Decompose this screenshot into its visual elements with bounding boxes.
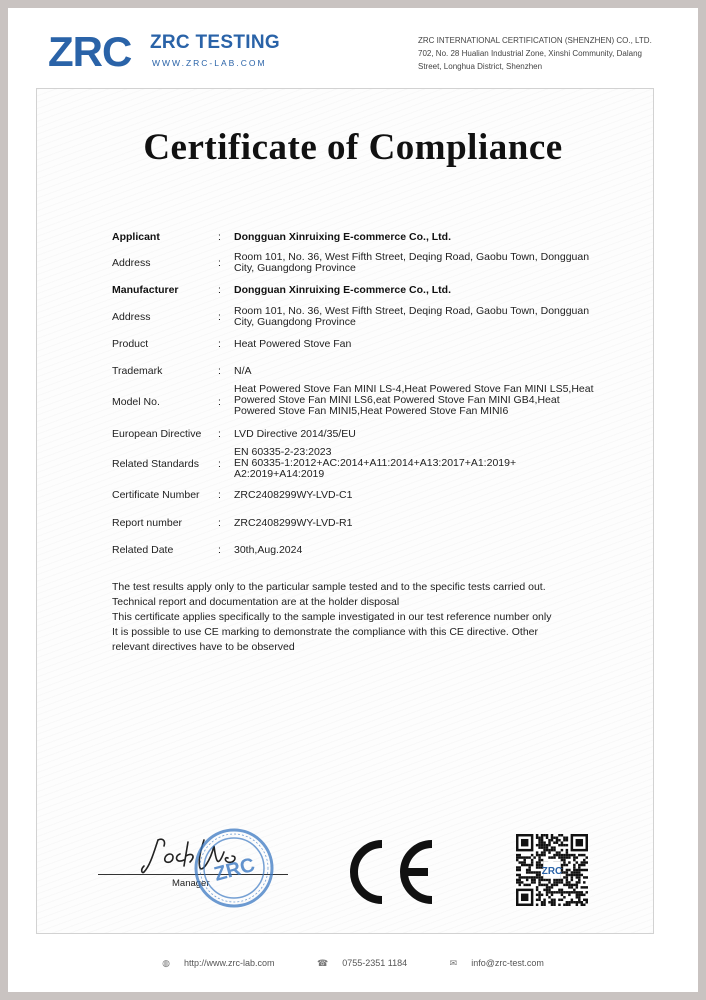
field-label: Address (112, 257, 151, 269)
field-label: Trademark (112, 365, 163, 377)
field-label: Applicant (112, 231, 160, 243)
phone-icon: ☎ (317, 958, 329, 968)
field-colon: : (218, 338, 221, 350)
company-address-line: 702, No. 28 Hualian Industrial Zone, Xinshi Community, Dalang (418, 49, 642, 58)
field-value: Dongguan Xinruixing E-commerce Co., Ltd. (234, 231, 452, 243)
field-value: Room 101, No. 36, West Fifth Street, Deqing Road, Gaobu Town, Dongguan City, Guangdong Province (234, 251, 590, 274)
footer (0, 958, 706, 969)
field-colon: : (218, 458, 221, 470)
field-value: Heat Powered Stove Fan (234, 338, 352, 350)
footer-phone: ☎ 0755-2351 1184 (317, 958, 408, 968)
field-colon: : (218, 544, 221, 556)
company-address-line: Street, Longhua District, Shenzhen (418, 62, 543, 71)
field-value: Room 101, No. 36, West Fifth Street, Deqing Road, Gaobu Town, Dongguan City, Guangdong Province (234, 305, 590, 328)
footer-email[interactable]: ✉ info@zrc-test.com (449, 958, 544, 968)
field-value: LVD Directive 2014/35/EU (234, 428, 356, 440)
mail-icon: ✉ (449, 958, 458, 968)
zrc-logo (48, 30, 288, 80)
field-value: ZRC2408299WY-LVD-R1 (234, 517, 353, 529)
logo-url: WWW.ZRC-LAB.COM (152, 58, 267, 68)
qr-code[interactable] (516, 834, 588, 906)
ce-mark (342, 838, 438, 906)
note-line: This certificate applies specifically to the sample investigated in our test reference number only (112, 611, 552, 623)
certificate-title: Certificate of Compliance (143, 127, 563, 168)
field-label: Product (112, 338, 149, 350)
field-label: European Directive (112, 428, 202, 440)
qr-center-logo: ZRC (541, 866, 563, 878)
field-label: Address (112, 311, 151, 323)
field-colon: : (218, 489, 221, 501)
certificate-notes (112, 580, 582, 655)
footer-website[interactable]: ◍ http://www.zrc-lab.com (162, 958, 275, 968)
field-value: EN 60335-2-23:2023 EN 60335-1:2012+AC:2014+A11:2014+A13:2017+A1:2019+ A2:2019+A14:2019 (234, 446, 517, 480)
certificate-body (36, 88, 654, 934)
globe-icon: ◍ (162, 958, 170, 968)
field-colon: : (218, 311, 221, 323)
field-value: Heat Powered Stove Fan MINI LS-4,Heat Powered Stove Fan MINI LS5,Heat Powered Stove Fan MINI LS6,eat Powered Stove Fan MINI GB4,Heat Powered Stove Fan MINI5,Heat Powered Stove Fan MINI6 (234, 383, 594, 417)
manager-label: Manager (172, 878, 210, 889)
field-label: Related Date (112, 544, 174, 556)
field-colon: : (218, 231, 221, 243)
note-line: It is possible to use CE marking to demonstrate the compliance with this CE directive. Other (112, 626, 539, 638)
zrc-stamp (192, 826, 276, 910)
company-address (418, 34, 658, 73)
field-colon: : (218, 365, 221, 377)
field-colon: : (218, 396, 221, 408)
note-line: Technical report and documentation are at the holder disposal (112, 596, 400, 608)
field-colon: : (218, 428, 221, 440)
field-colon: : (218, 257, 221, 269)
field-colon: : (218, 284, 221, 296)
field-colon: : (218, 517, 221, 529)
field-label: Certificate Number (112, 489, 200, 501)
note-line: relevant directives have to be observed (112, 641, 295, 653)
stamp-text: ZRC (211, 853, 258, 886)
logo-mark: ZRC (48, 28, 132, 75)
field-value: N/A (234, 365, 252, 377)
logo-name: ZRC TESTING (150, 32, 280, 53)
field-label: Model No. (112, 396, 160, 408)
field-value: Dongguan Xinruixing E-commerce Co., Ltd. (234, 284, 452, 296)
field-value: 30th,Aug.2024 (234, 544, 303, 556)
field-label: Manufacturer (112, 284, 179, 296)
note-line: The test results apply only to the particular sample tested and to the specific tests carried out. (112, 581, 546, 593)
field-label: Related Standards (112, 458, 199, 470)
field-label: Report number (112, 517, 183, 529)
company-address-line: ZRC INTERNATIONAL CERTIFICATION (SHENZHEN) CO., LTD. (418, 36, 652, 45)
field-value: ZRC2408299WY-LVD-C1 (234, 489, 353, 501)
